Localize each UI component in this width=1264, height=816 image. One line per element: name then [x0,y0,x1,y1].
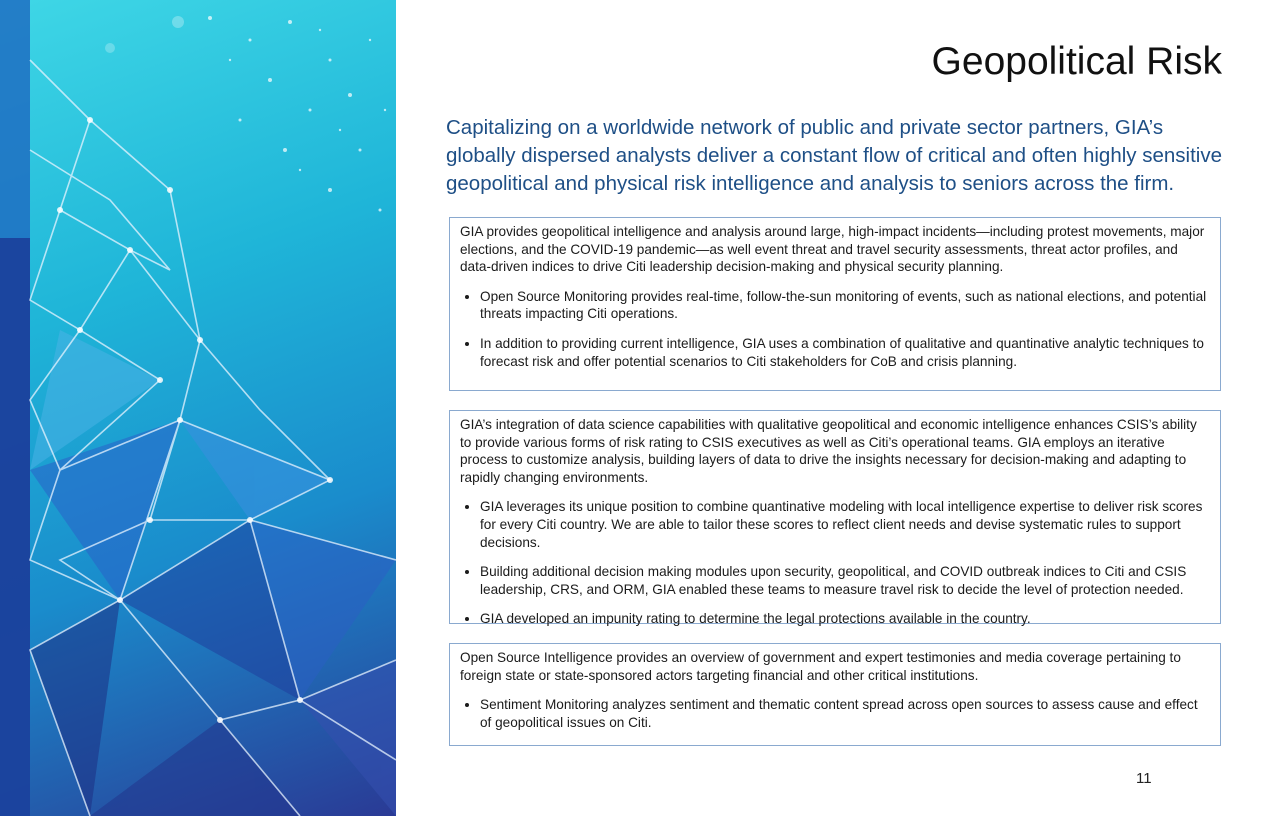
bullet-item: • In addition to providing current intelligence, GIA uses a combination of qualitative and quantinative analytic techniques to forecast risk and offer potential scenarios to Citi stakeholders for CoB and crisis planning. [480,335,1210,370]
page-title: Geopolitical Risk [931,40,1222,83]
info-box-incident-intelligence [449,217,1221,391]
box-lead-text: GIA’s integration of data science capabilities with qualitative geopolitical and economic intelligence enhances CSIS’s ability to provide various forms of risk rating to CSIS executives as well as Citi’s operational teams. GIA employs an iterative process to customize analysis, building layers of data to drive the insights necessary for decision-making and adapting to rapidly changing environments. [460,417,1197,485]
page-number: 11 [1136,770,1152,787]
intro-paragraph: Capitalizing on a worldwide network of public and private sector partners, GIA’s globally dispersed analysts deliver a constant flow of critical and often highly sensitive geopolitical and physical risk intelligence and analysis to seniors across the firm. [446,116,1222,195]
box-lead-text: Open Source Intelligence provides an overview of government and expert testimonies and media coverage pertaining to foreign state or state-sponsored actors targeting financial and other critical institutions. [460,650,1181,683]
bullet-item: • GIA developed an impunity rating to determine the legal protections available in the country. [480,610,1210,628]
info-box-data-science [449,410,1221,627]
bullet-item: • Open Source Monitoring provides real-time, follow-the-sun monitoring of events, such as national elections, and potential threats impacting Citi operations. [480,288,1210,323]
bullet-list [460,498,1210,628]
bullet-item: • GIA leverages its unique position to combine quantinative modeling with local intelligence expertise to deliver risk scores for every Citi country. We are able to tailor these scores to reflect client needs and devise systematic rules to support decisions. [480,498,1210,551]
bullet-item: • Building additional decision making modules upon security, geopolitical, and COVID outbreak indices to Citi and CSIS leadership, CRS, and ORM, GIA enabled these teams to measure travel risk to decide the level of protection needed. [480,563,1210,598]
box-lead-text: GIA provides geopolitical intelligence and analysis around large, high-impact incidents—including protest movements, major elections, and the COVID-19 pandemic—as well event threat and travel security assessments, threat actor profiles, and data-driven indices to drive Citi leadership decision-making and physical security planning. [460,224,1205,275]
info-box-open-source-intelligence [449,643,1221,746]
network-mesh-art [0,0,396,816]
decorative-network-graphic [0,0,396,816]
bullet-list [460,288,1210,370]
bullet-item: • Sentiment Monitoring analyzes sentiment and thematic content spread across open sources to assess cause and effect of geopolitical issues on Citi. [480,696,1210,731]
bullet-list [460,696,1210,731]
